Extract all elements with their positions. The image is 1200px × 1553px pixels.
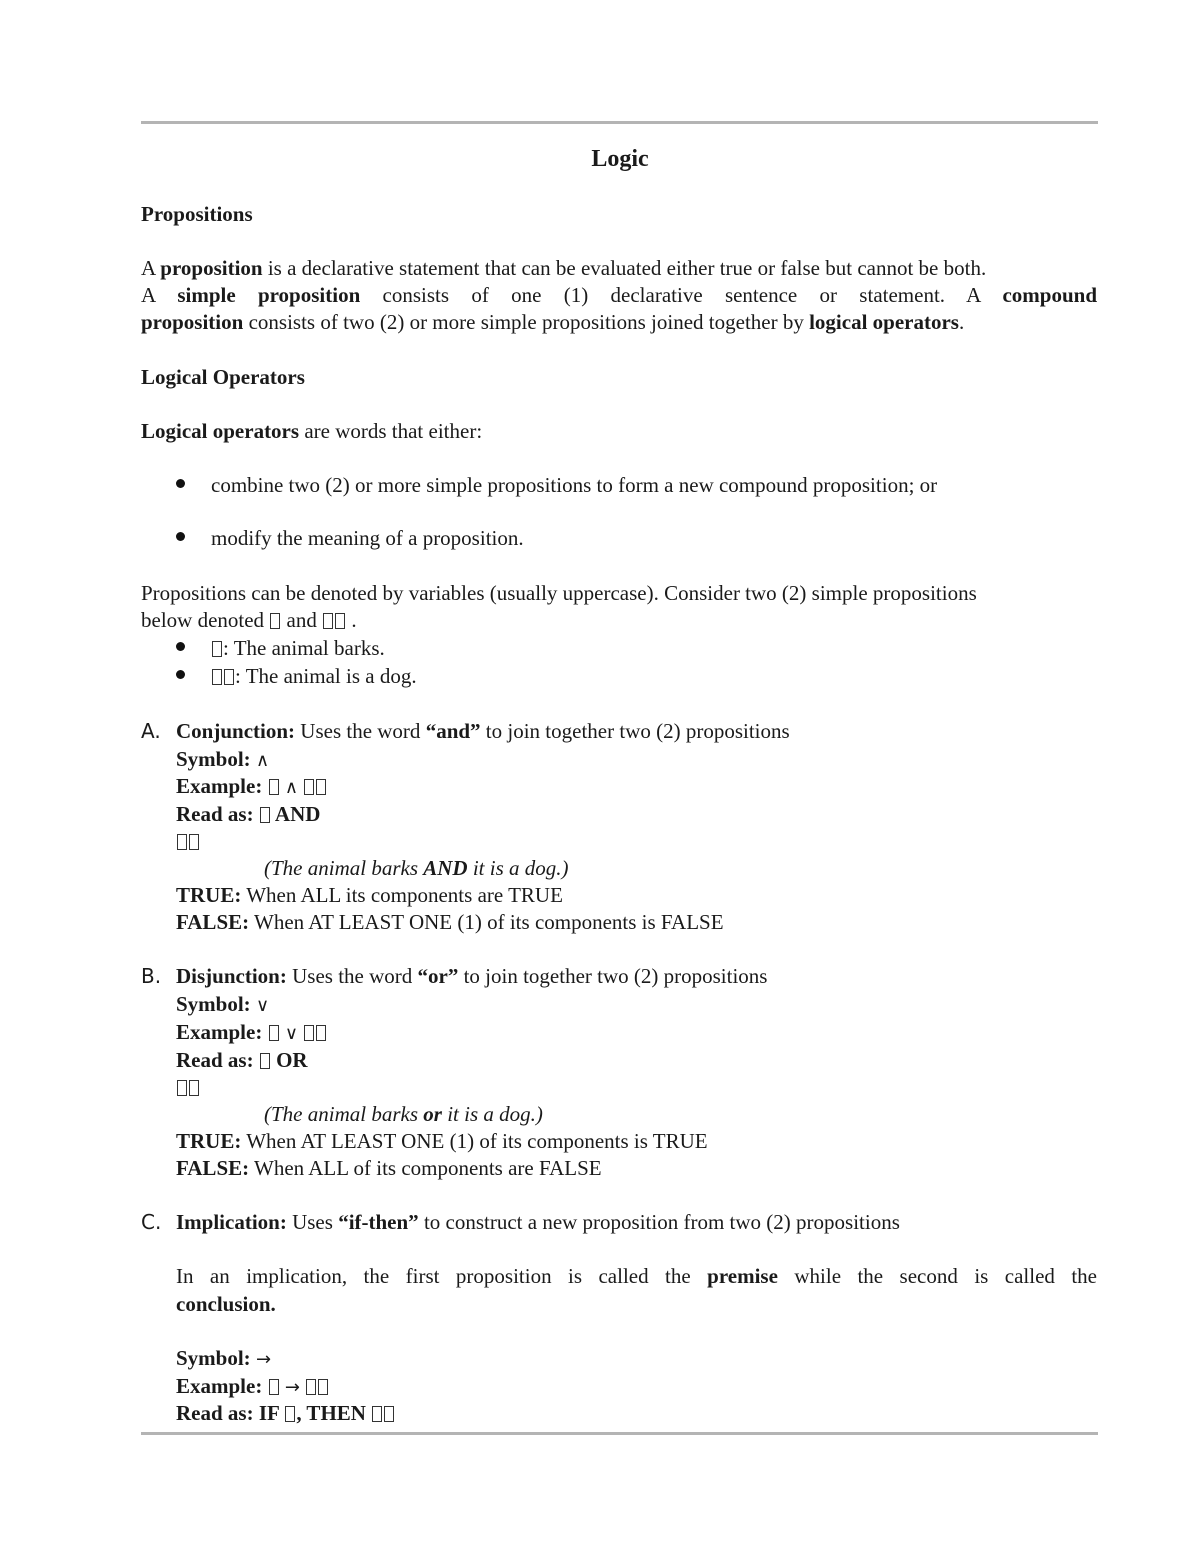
missing-glyph-icon — [177, 1080, 187, 1096]
missing-glyph-icon — [316, 1025, 326, 1041]
variables-paragraph-line2: below denoted and . — [141, 608, 357, 632]
page-title: Logic — [591, 146, 649, 172]
missing-glyph-icon — [189, 834, 199, 850]
top-rule — [141, 121, 1098, 124]
bullet-icon — [176, 532, 185, 541]
logical-operators-intro: Logical operators are words that either: — [141, 419, 483, 443]
compound-proposition-definition: proposition consists of two (2) or more simple propositions joined together by logical operators. — [141, 310, 965, 334]
list-item: modify the meaning of a proposition. — [211, 526, 524, 550]
implication-example: Example: → — [176, 1373, 329, 1401]
section-letter-a: A. — [141, 719, 161, 743]
disjunction-symbol: Symbol: ∨ — [176, 992, 270, 1016]
missing-glyph-icon — [224, 669, 234, 685]
conjunction-symbol: Symbol: ∧ — [176, 747, 270, 771]
missing-glyph-icon — [269, 1025, 279, 1041]
missing-glyph-icon — [269, 779, 279, 795]
missing-glyph-icon — [304, 779, 314, 795]
bullet-icon — [176, 642, 185, 651]
implication-symbol: Symbol: → — [176, 1346, 272, 1370]
list-item: combine two (2) or more simple propositions to form a new compound proposition; or — [211, 473, 938, 497]
list-item-q: : The animal is a dog. — [211, 663, 417, 689]
missing-glyph-icon — [270, 613, 280, 629]
disjunction-example: Example: ∨ — [176, 1019, 327, 1047]
propositions-heading: Propositions — [141, 202, 253, 226]
missing-glyph-icon — [318, 1379, 328, 1395]
disjunction-read-as: Read as: OR — [176, 1048, 308, 1072]
missing-glyph-icon — [212, 669, 222, 685]
simple-proposition-definition: A simple proposition consists of one (1) declarative sentence or statement. A compound — [141, 283, 1098, 307]
missing-glyph-icon — [306, 1379, 316, 1395]
proposition-definition: A proposition is a declarative statement that can be evaluated either true or false but cannot be both. — [141, 256, 987, 280]
conjunction-read-as-q — [176, 828, 200, 854]
disjunction-read-as-q — [176, 1074, 200, 1100]
disjunction-true: TRUE: When AT LEAST ONE (1) of its components is TRUE — [176, 1129, 708, 1153]
missing-glyph-icon — [260, 807, 270, 823]
arrow-right-icon: → — [255, 1349, 272, 1370]
missing-glyph-icon — [304, 1025, 314, 1041]
implication-paragraph: In an implication, the first proposition is called the premise while the second is called the — [176, 1264, 1097, 1288]
logical-operators-heading: Logical Operators — [141, 365, 305, 389]
missing-glyph-icon — [285, 1406, 295, 1422]
implication-conclusion: conclusion. — [176, 1292, 276, 1316]
disjunction-title: Disjunction: Uses the word “or” to join together two (2) propositions — [176, 964, 768, 988]
conjunction-title: Conjunction: Uses the word “and” to join together two (2) propositions — [176, 719, 790, 743]
missing-glyph-icon — [260, 1053, 270, 1069]
conjunction-read-as: Read as: AND — [176, 802, 321, 826]
implication-title: Implication: Uses “if-then” to construct a new proposition from two (2) propositions — [176, 1210, 900, 1234]
conjunction-true: TRUE: When ALL its components are TRUE — [176, 883, 563, 907]
bullet-icon — [176, 670, 185, 679]
conjunction-gloss: (The animal barks AND it is a dog.) — [264, 856, 569, 880]
section-letter-b: B. — [141, 964, 162, 988]
variables-paragraph-line1: Propositions can be denoted by variables (usually uppercase). Consider two (2) simple propositions — [141, 581, 977, 605]
conjunction-example: Example: ∧ — [176, 773, 327, 801]
disjunction-gloss: (The animal barks or it is a dog.) — [264, 1102, 543, 1126]
missing-glyph-icon — [316, 779, 326, 795]
missing-glyph-icon — [384, 1406, 394, 1422]
missing-glyph-icon — [335, 613, 345, 629]
bullet-icon — [176, 479, 185, 488]
missing-glyph-icon — [177, 834, 187, 850]
conjunction-false: FALSE: When AT LEAST ONE (1) of its components is FALSE — [176, 910, 724, 934]
section-letter-c: C. — [141, 1210, 162, 1234]
and-symbol-icon: ∧ — [255, 750, 270, 771]
disjunction-false: FALSE: When ALL of its components are FALSE — [176, 1156, 602, 1180]
missing-glyph-icon — [372, 1406, 382, 1422]
missing-glyph-icon — [189, 1080, 199, 1096]
or-symbol-icon: ∨ — [255, 995, 270, 1016]
list-item-p: : The animal barks. — [211, 635, 385, 661]
missing-glyph-icon — [212, 641, 222, 657]
missing-glyph-icon — [323, 613, 333, 629]
bottom-rule — [141, 1432, 1098, 1435]
implication-read-as: Read as: IF , THEN — [176, 1400, 395, 1426]
missing-glyph-icon — [269, 1379, 279, 1395]
